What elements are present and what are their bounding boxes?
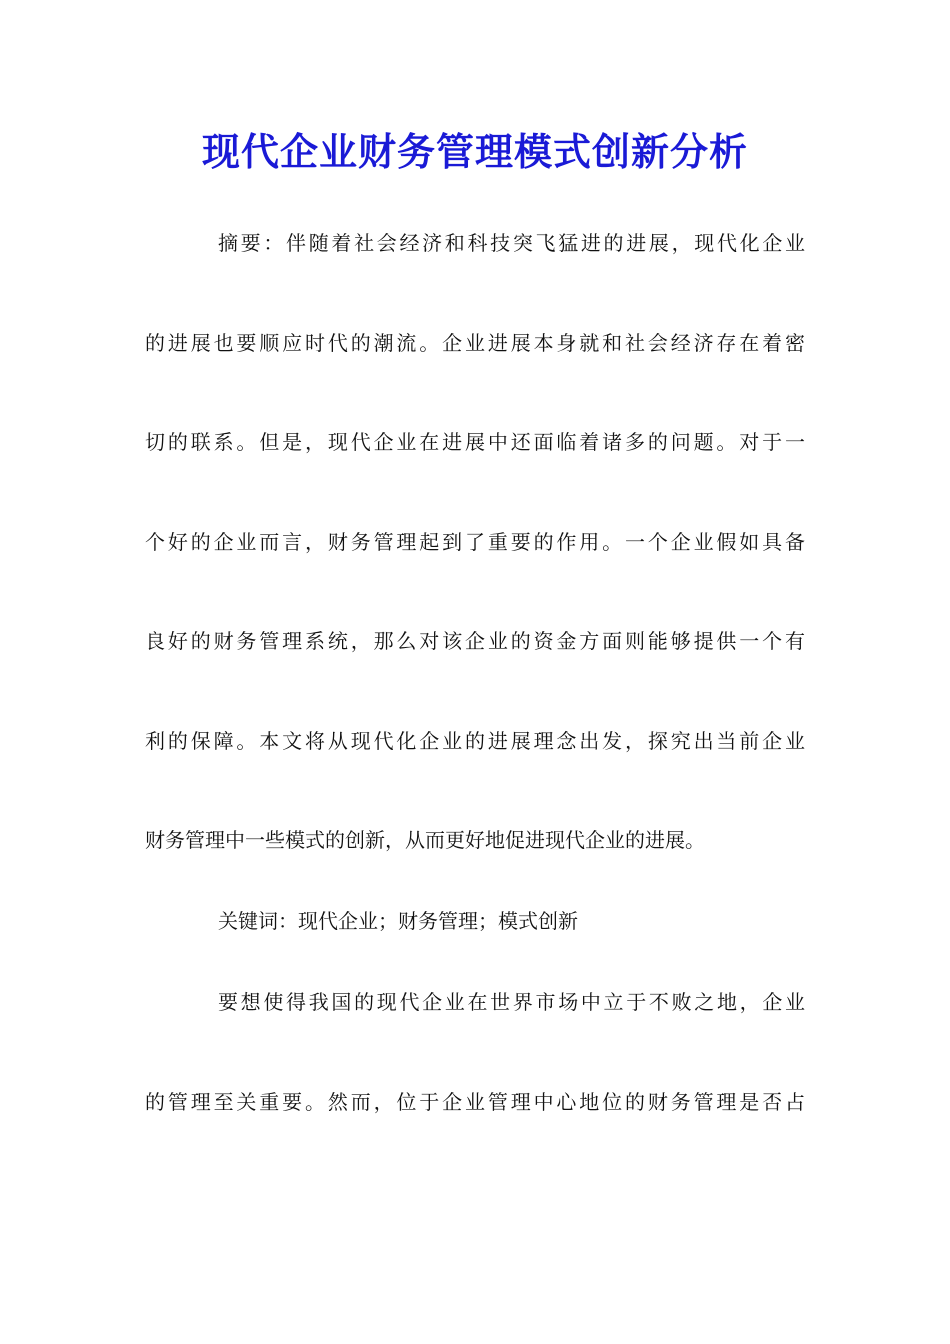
document-title: 现代企业财务管理模式创新分析 [201,129,748,174]
keywords-line: 关键词：现代企业；财务管理；模式创新 [218,909,578,933]
abstract-line-1: 摘要：伴随着社会经济和科技突飞猛进的进展，现代化企业 [218,231,805,255]
body-line-2: 的管理至关重要。然而，位于企业管理中心地位的财务管理是否占 [145,1090,805,1114]
abstract-line-6: 利的保障。本文将从现代化企业的进展理念出发，探究出当前企业 [145,729,805,753]
abstract-line-4: 个好的企业而言，财务管理起到了重要的作用。一个企业假如具备 [145,530,805,554]
body-line-1: 要想使得我国的现代企业在世界市场中立于不败之地，企业 [218,990,805,1014]
abstract-line-2: 的进展也要顺应时代的潮流。企业进展本身就和社会经济存在着密 [145,331,805,355]
abstract-line-5: 良好的财务管理系统，那么对该企业的资金方面则能够提供一个有 [145,629,805,653]
abstract-line-3: 切的联系。但是，现代企业在进展中还面临着诸多的问题。对于一 [145,430,805,454]
abstract-line-7: 财务管理中一些模式的创新，从而更好地促进现代企业的进展。 [145,828,705,852]
